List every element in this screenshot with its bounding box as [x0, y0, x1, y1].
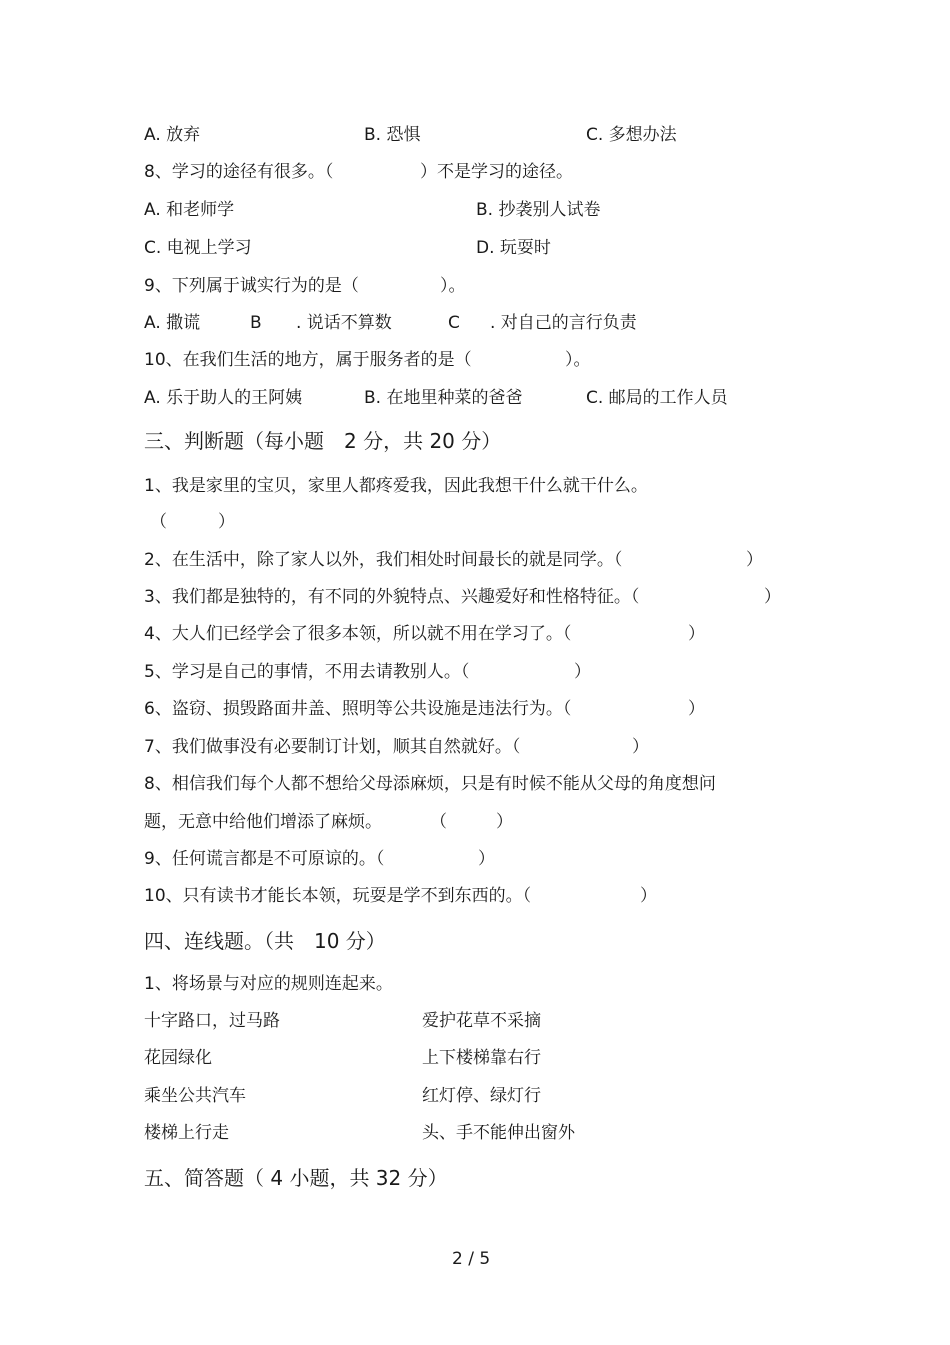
judge-item-10: 10、只有读书才能长本领，玩耍是学不到东西的。（	[144, 886, 532, 906]
matching-right-item: 头、手不能伸出窗外	[422, 1123, 575, 1143]
matching-right-item: 爱护花草不采摘	[422, 1011, 541, 1031]
judge-item-1-open: （	[150, 512, 167, 532]
judge-item-4-close: ）	[688, 624, 705, 644]
q8-option-d: D. 玩耍时	[476, 238, 551, 258]
matching-left-item: 十字路口，过马路	[144, 1011, 280, 1031]
judge-item-2: 2、在生活中，除了家人以外，我们相处时间最长的就是同学。（	[144, 550, 623, 570]
judge-item-6: 6、盗窃、损毁路面井盖、照明等公共设施是违法行为。（	[144, 699, 572, 719]
q7-option-a: A. 放弃	[144, 125, 201, 145]
section4-title: 四、连线题。（共 10 分）	[144, 929, 386, 953]
judge-item-10-close: ）	[640, 886, 657, 906]
matching-instruction: 1、将场景与对应的规则连起来。	[144, 974, 393, 994]
judge-item-3-close: ）	[764, 587, 781, 607]
q9-stem-start: 9、下列属于诚实行为的是（	[144, 276, 359, 296]
q9-option-b-text: . 说话不算数	[296, 313, 392, 333]
section5-title: 五、简答题（ 4 小题，共 32 分）	[144, 1166, 448, 1190]
judge-item-8: 8、相信我们每个人都不想给父母添麻烦，只是有时候不能从父母的角度想问	[144, 774, 716, 794]
q7-option-c: C. 多想办法	[586, 125, 677, 145]
judge-item-6-close: ）	[688, 699, 705, 719]
q8-option-c: C. 电视上学习	[144, 238, 252, 258]
q10-stem-start: 10、在我们生活的地方，属于服务者的是（	[144, 350, 472, 370]
matching-right-item: 上下楼梯靠右行	[422, 1048, 541, 1068]
page-number: 2 / 5	[452, 1249, 491, 1269]
q10-option-c: C. 邮局的工作人员	[586, 388, 728, 408]
q9-stem-end: ）。	[440, 276, 466, 296]
judge-item-8-close: ）	[496, 812, 513, 832]
q8-stem-end: ）不是学习的途径。	[420, 162, 573, 182]
judge-item-5-close: ）	[574, 662, 591, 682]
judge-item-1: 1、我是家里的宝贝，家里人都疼爱我，因此我想干什么就干什么。	[144, 476, 648, 496]
judge-item-9-close: ）	[478, 849, 495, 869]
judge-item-8-open: （	[430, 812, 447, 832]
q9-option-b-letter: B	[250, 313, 262, 333]
judge-item-5: 5、学习是自己的事情，不用去请教别人。（	[144, 662, 470, 682]
matching-left-item: 楼梯上行走	[144, 1123, 229, 1143]
q10-stem-end: ）。	[565, 350, 591, 370]
judge-item-1-close: ）	[218, 512, 235, 532]
q7-option-b: B. 恐惧	[364, 125, 421, 145]
q8-option-b: B. 抄袭别人试卷	[476, 200, 601, 220]
q9-option-c-letter: C	[448, 313, 460, 333]
judge-item-7-close: ）	[632, 737, 649, 757]
matching-left-item: 花园绿化	[144, 1048, 212, 1068]
judge-item-2-close: ）	[746, 550, 763, 570]
judge-item-3: 3、我们都是独特的，有不同的外貌特点、兴趣爱好和性格特征。（	[144, 587, 640, 607]
judge-item-4: 4、大人们已经学会了很多本领，所以就不用在学习了。（	[144, 624, 572, 644]
judge-item-7: 7、我们做事没有必要制订计划，顺其自然就好。（	[144, 737, 521, 757]
judge-item-9: 9、任何谎言都是不可原谅的。（	[144, 849, 385, 869]
q8-option-a: A. 和老师学	[144, 200, 235, 220]
q9-option-a: A. 撒谎	[144, 313, 201, 333]
section3-title: 三、判断题（每小题 2 分，共 20 分）	[144, 429, 502, 453]
matching-right-item: 红灯停、绿灯行	[422, 1086, 541, 1106]
q10-option-b: B. 在地里种菜的爸爸	[364, 388, 523, 408]
judge-item-8-cont: 题，无意中给他们增添了麻烦。	[144, 812, 382, 832]
matching-left-item: 乘坐公共汽车	[144, 1086, 246, 1106]
q10-option-a: A. 乐于助人的王阿姨	[144, 388, 303, 408]
q9-option-c-text: . 对自己的言行负责	[490, 313, 637, 333]
q8-stem-start: 8、学习的途径有很多。（	[144, 162, 334, 182]
